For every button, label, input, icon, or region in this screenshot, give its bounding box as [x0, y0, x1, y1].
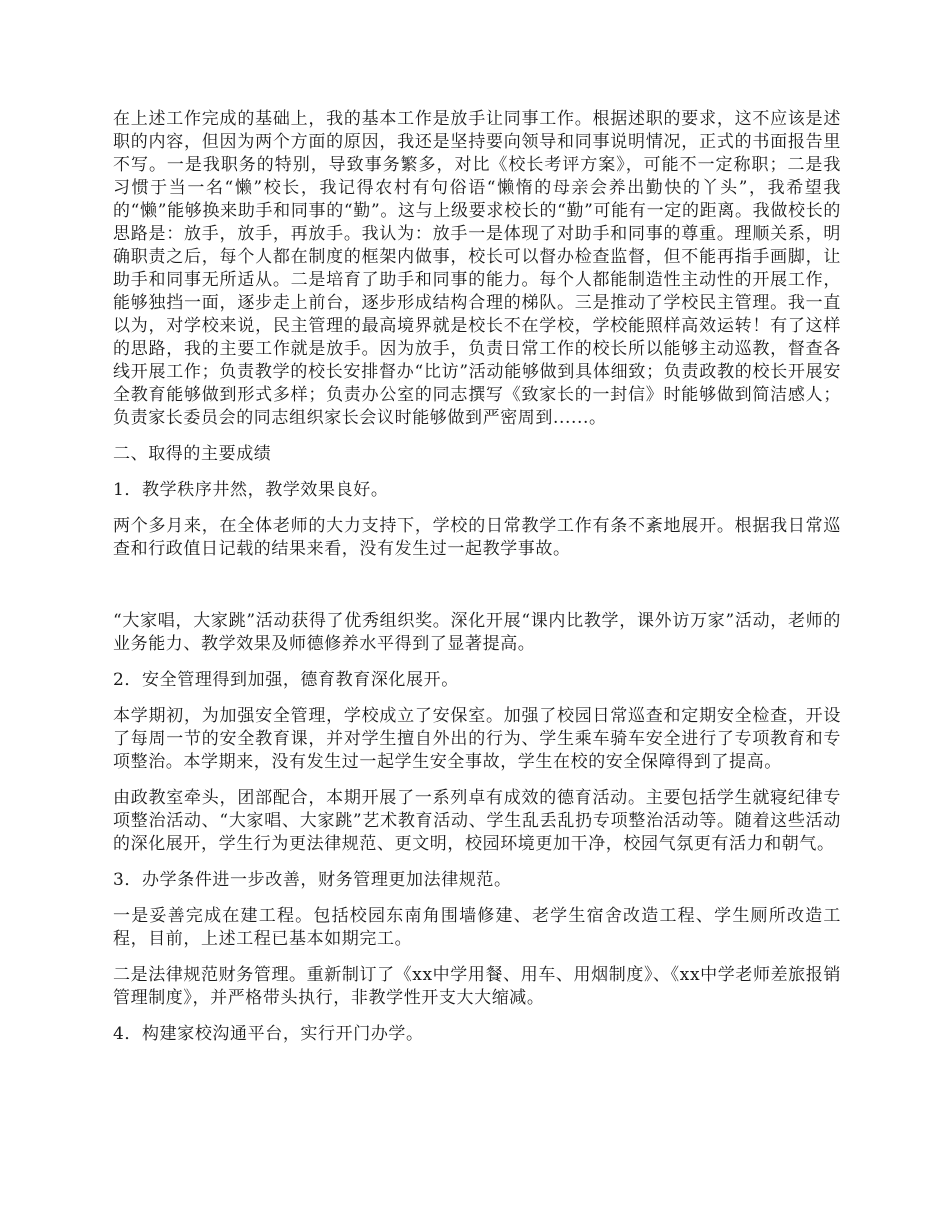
paragraph-activities: “大家唱，大家跳”活动获得了优秀组织奖。深化开展“课内比教学，课外访万家”活动，老师的业务能力、教学效果及师德修养水平得到了显著提高。: [113, 611, 841, 654]
item-heading-safety: 2．安全管理得到加强，德育教育深化展开。: [113, 670, 459, 690]
item-heading-home-school: 4．构建家校沟通平台，实行开门办学。: [113, 1024, 424, 1044]
document-body: [113, 108, 841, 1059]
section-heading-achievements: 二、取得的主要成绩: [113, 444, 272, 464]
paragraph-finance: 二是法律规范财务管理。重新制订了《xx中学用餐、用车、用烟制度》、《xx中学老师差旅报销管理制度》，并严格带头执行，非教学性开支大大缩减。: [113, 965, 841, 1008]
item-heading-conditions: 3．办学条件进一步改善，财务管理更加法律规范。: [113, 870, 512, 890]
paragraph-teaching: 两个多月来，在全体老师的大力支持下，学校的日常教学工作有条不紊地展开。根据我日常巡查和行政值日记载的结果来看，没有发生过一起教学事故。: [113, 516, 841, 559]
paragraph-safety: 本学期初，为加强安全管理，学校成立了安保室。加强了校园日常巡查和定期安全检查，开设了每周一节的安全教育课，并对学生擅自外出的行为、学生乘车骑车安全进行了专项教育和专项整治。本学期来，没有发生过一起学生安全事故，学生在校的安全保障得到了提高。: [113, 706, 841, 772]
item-heading-teaching: 1．教学秩序井然，教学效果良好。: [113, 480, 389, 500]
blank-gap: [113, 574, 841, 610]
paragraph-delegation: 在上述工作完成的基础上，我的基本工作是放手让同事工作。根据述职的要求，这不应该是述职的内容，但因为两个方面的原因，我还是坚持要向领导和同事说明情况，正式的书面报告里不写。一是我职务的特别，导致事务繁多，对比《校长考评方案》，可能不一定称职；二是我习惯于当一名“懒”校长，我记得农村有句俗语“懒惰的母亲会养出勤快的丫头”，我希望我的“懒”能够换来助手和同事的“勤”。这与上级要求校长的“勤”可能有一定的距离。我做校长的思路是：放手，放手，再放手。我认为：放手一是体现了对助手和同事的尊重。理顺关系，明确职责之后，每个人都在制度的框架内做事，校长可以督办检查监督，但不能再指手画脚，让助手和同事无所适从。二是培育了助手和同事的能力。每个人都能制造性主动性的开展工作，能够独挡一面，逐步走上前台，逐步形成结构合理的梯队。三是推动了学校民主管理。我一直以为，对学校来说，民主管理的最高境界就是校长不在学校，学校能照样高效运转！有了这样的思路，我的主要工作就是放手。因为放手，负责日常工作的校长所以能够主动巡教，督查各线开展工作；负责教学的校长安排督办“比访”活动能够做到具体细致；负责政教的校长开展安全教育能够做到形式多样；负责办公室的同志撰写《致家长的一封信》时能够做到简洁感人；负责家长委员会的同志组织家长会议时能够做到严密周到......。: [113, 109, 841, 428]
paragraph-moral-education: 由政教室牵头，团部配合，本期开展了一系列卓有成效的德育活动。主要包括学生就寝纪律专项整治活动、“大家唱、大家跳”艺术教育活动、学生乱丢乱扔专项整治活动等。随着这些活动的深化展开，学生行为更法律规范、更文明，校园环境更加干净，校园气氛更有活力和朝气。: [113, 788, 841, 854]
paragraph-construction: 一是妥善完成在建工程。包括校园东南角围墙修建、老学生宿舍改造工程、学生厕所改造工程，目前，上述工程已基本如期完工。: [113, 906, 841, 949]
